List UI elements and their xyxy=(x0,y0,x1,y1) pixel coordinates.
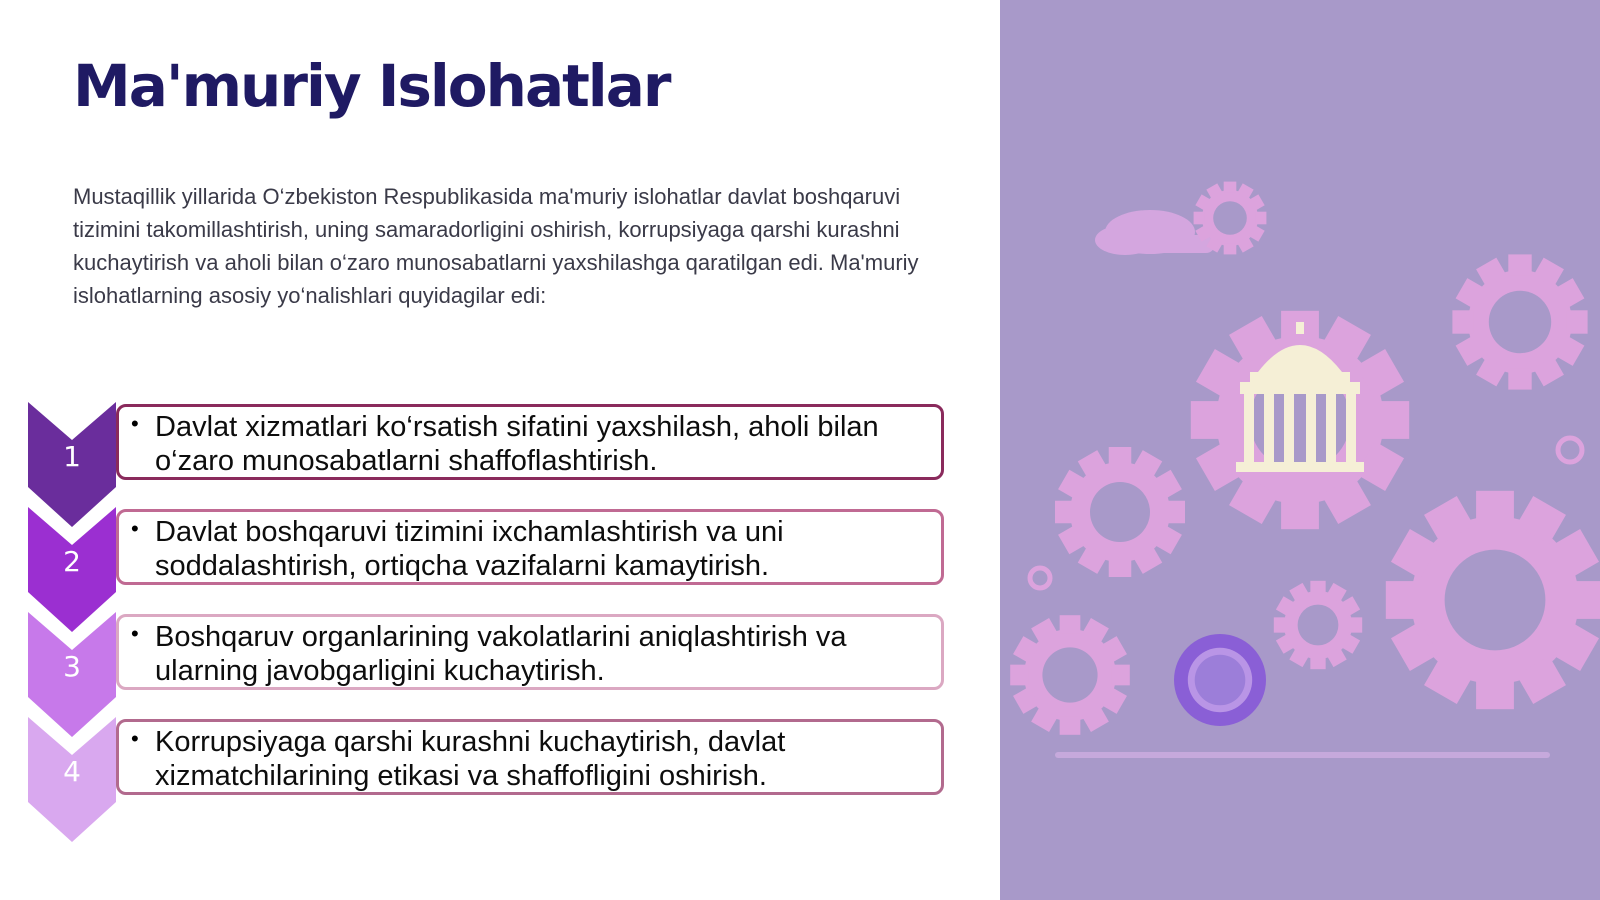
step-4-bullet: • xyxy=(131,726,139,751)
gear-icon xyxy=(1558,438,1582,462)
step-1-box xyxy=(116,404,944,480)
step-4-text: Korrupsiyaga qarshi kurashni kuchaytirish, davlat xizmatchilarining etikasi va shaffofligini oshirish. xyxy=(155,726,786,792)
step-1-text: Davlat xizmatlari ko‘rsatish sifatini yaxshilash, aholi bilan o‘zaro munosabatlarni shaffoflashtirish. xyxy=(155,411,879,477)
gear-icon xyxy=(1452,254,1587,389)
gear-icon xyxy=(1030,568,1050,588)
gear-icon xyxy=(1055,447,1185,577)
step-3-number: 3 xyxy=(63,650,81,683)
step-2 xyxy=(28,507,952,595)
step-3-box xyxy=(116,614,944,690)
ground-line xyxy=(1055,752,1550,758)
gears-illustration xyxy=(1000,0,1600,900)
step-2-number: 2 xyxy=(63,545,81,578)
step-2-text: Davlat boshqaruvi tizimini ixchamlashtirish va uni soddalashtirish, ortiqcha vazifalarni kamaytirish. xyxy=(155,516,784,582)
gear-icon xyxy=(1191,311,1409,529)
step-1-bullet: • xyxy=(131,411,139,436)
step-3 xyxy=(28,612,952,700)
slide-title: Ma'muriy Islohatlar xyxy=(73,52,670,120)
step-2-bullet: • xyxy=(131,516,139,541)
step-2-box xyxy=(116,509,944,585)
step-1 xyxy=(28,402,952,490)
step-4-box xyxy=(116,719,944,795)
gear-icon xyxy=(1386,491,1600,709)
intro-paragraph: Mustaqillik yillarida O‘zbekiston Respublikasida ma'muriy islohatlar davlat boshqaruvi tizimini takomillashtirish, uning samaradorligini oshirish, korrupsiyaga qarshi kurashni kuchaytirish va aholi bilan o‘zaro munosabatlarni yaxshilashga qaratilgan edi. Ma'muriy islohatlarning asosiy yo‘nalishlari quyidagilar edi: xyxy=(73,184,919,308)
step-3-bullet: • xyxy=(131,621,139,646)
gear-icon xyxy=(1010,615,1130,735)
gear-icon xyxy=(1274,581,1362,669)
step-4-number: 4 xyxy=(63,755,81,788)
step-1-number: 1 xyxy=(63,440,81,473)
step-4 xyxy=(28,717,952,805)
gear-icon xyxy=(1174,634,1266,726)
illustration-panel xyxy=(1000,0,1600,900)
step-3-text: Boshqaruv organlarining vakolatlarini aniqlashtirish va ularning javobgarligini kuchaytirish. xyxy=(155,621,847,687)
